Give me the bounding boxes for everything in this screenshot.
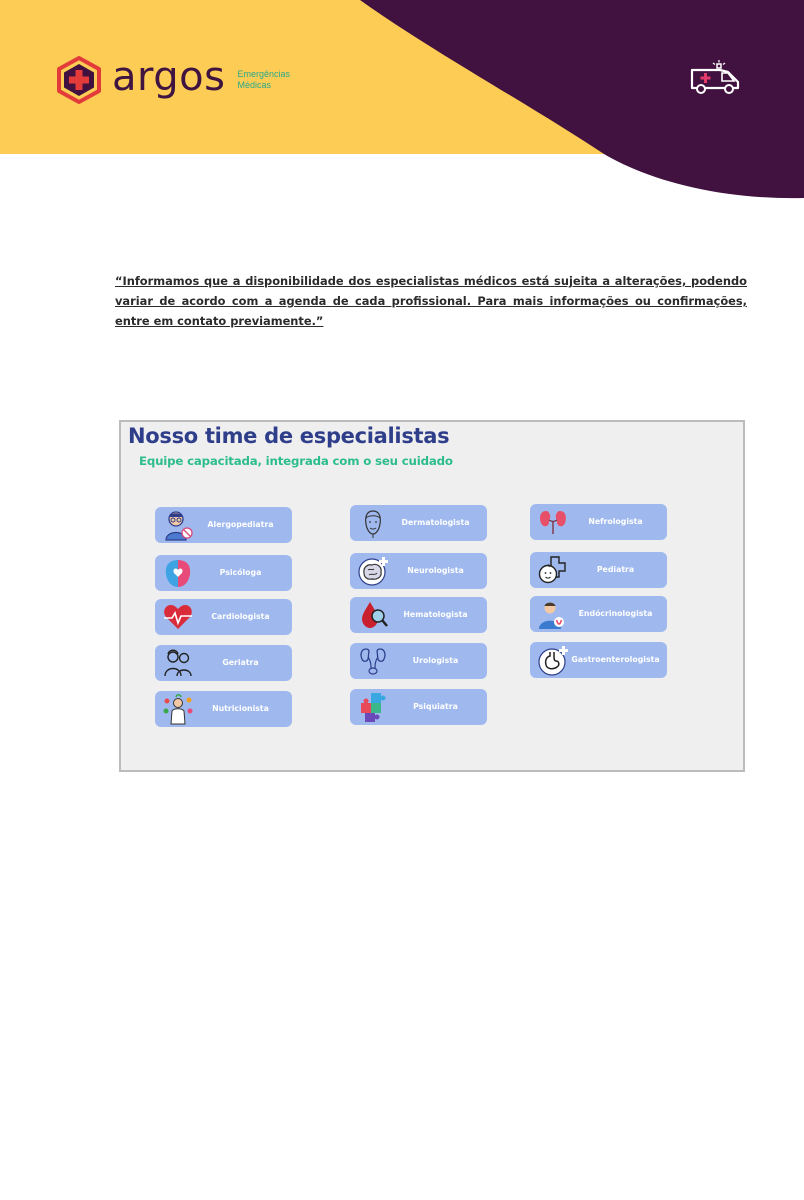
brand-name: argos [112,54,226,100]
baby-cross-icon [537,554,569,586]
thyroid-person-icon [537,598,569,630]
stomach-icon [537,644,569,676]
specialist-label: Psicóloga [219,568,262,577]
specialist-label: Nefrologista [588,517,643,526]
specialist-label: Urologista [412,656,459,665]
specialist-hematologista [350,597,487,633]
heart-pulse-icon [162,601,194,633]
availability-notice: “Informamos que a disponibilidade dos especialistas médicos está sujeita a alterações, podendo variar de acordo com a agenda de cada profissional. Para mais informações ou confirmações, entre em contato previamente.” [115,274,747,328]
brand-tagline-line2: Médicas [237,80,271,90]
puzzle-head-icon [357,691,389,723]
specialist-label: Hematologista [403,610,468,619]
allergy-doctor-icon [162,509,194,541]
specialists-panel [119,420,745,772]
panel-subtitle: Equipe capacitada, integrada com o seu cuidado [139,454,453,468]
brand-tagline-line1: Emergências [237,69,290,79]
specialist-label: Gastroenterologista [571,655,660,664]
elderly-couple-icon [162,647,194,679]
specialist-geriatra [155,645,292,681]
brain-icon [357,555,389,587]
specialist-label: Dermatologista [401,518,470,527]
face-skin-icon [357,507,389,539]
specialist-label: Nutricionista [212,704,269,713]
specialist-neurologista [350,553,487,589]
specialist-nutricionista [155,691,292,727]
specialist-urologista [350,643,487,679]
brain-heart-icon [162,557,194,589]
specialist-psicologa [155,555,292,591]
specialist-label: Geriatra [222,658,259,667]
brand-logo [56,56,290,104]
specialist-pediatra [530,552,667,588]
specialist-endocrinologista [530,596,667,632]
specialist-label: Endócrinologista [578,609,653,618]
brand-tagline [237,69,290,91]
kidneys-icon [357,645,389,677]
specialist-dermatologista [350,505,487,541]
specialist-cardiologista [155,599,292,635]
specialist-label: Neurologista [407,566,464,575]
ambulance-icon [688,60,742,96]
specialist-alergopediatra [155,507,292,543]
specialist-label: Alergopediatra [207,520,274,529]
panel-title: Nosso time de especialistas [128,424,450,448]
specialist-psiquiatra [350,689,487,725]
specialist-label: Pediatra [596,565,635,574]
blood-drop-icon [357,599,389,631]
nutritionist-icon [162,693,194,725]
specialist-label: Cardiologista [211,612,270,621]
hexagon-cross-icon [56,56,102,104]
specialist-gastroenterologista [530,642,667,678]
kidney-pair-icon [537,506,569,538]
specialist-label: Psiquiatra [413,702,458,711]
specialist-nefrologista [530,504,667,540]
